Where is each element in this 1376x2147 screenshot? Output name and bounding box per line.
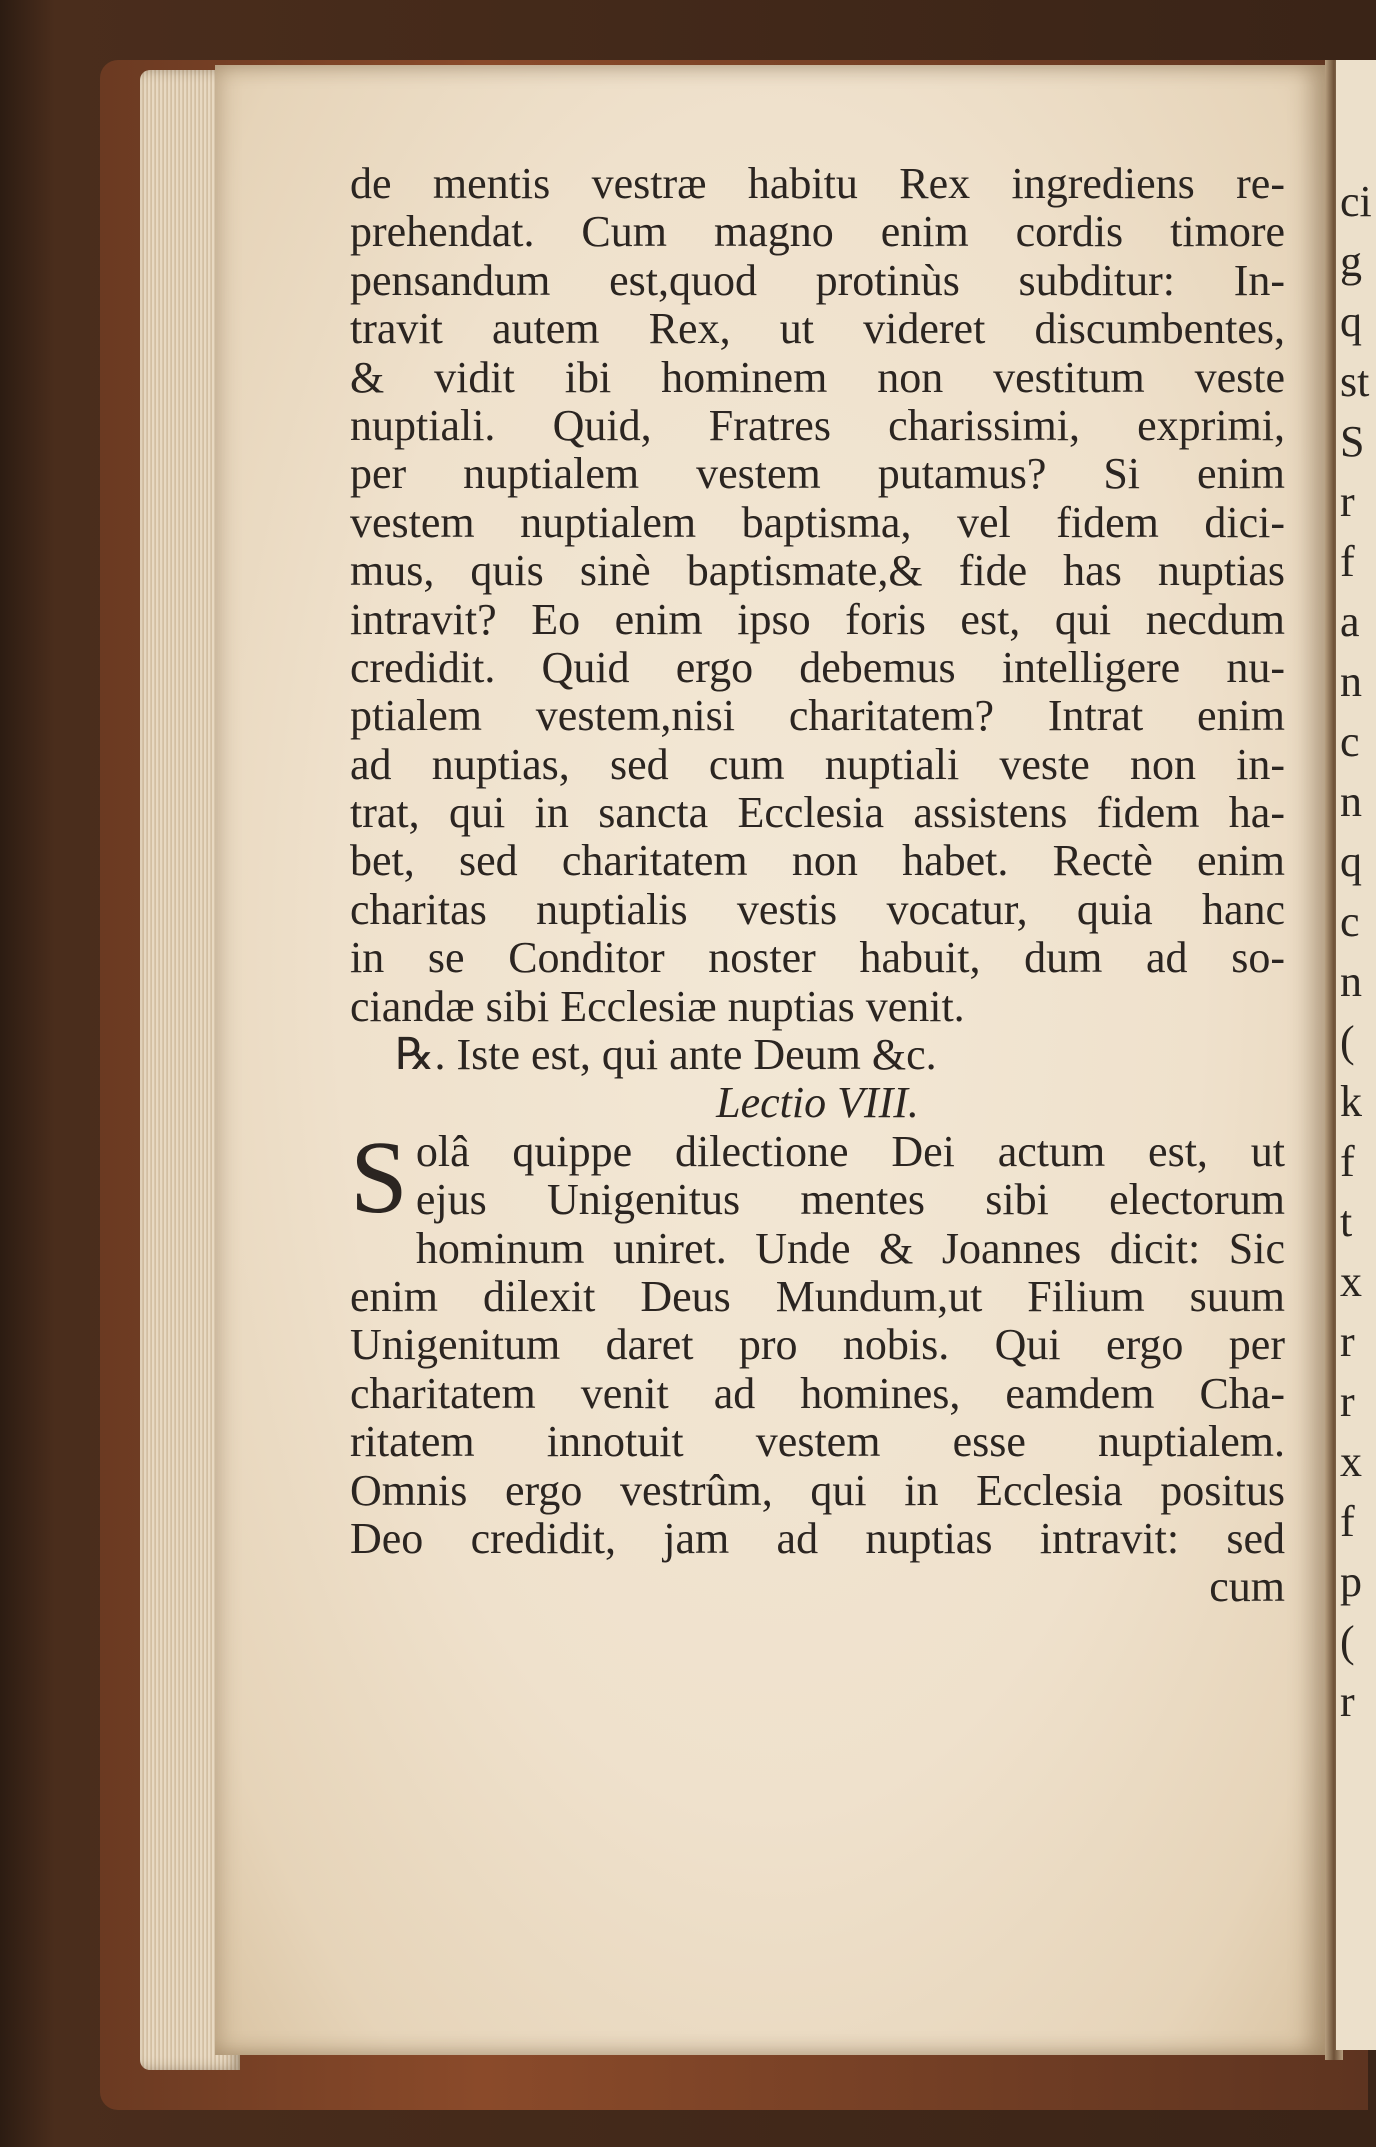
facing-page-letter: a: [1340, 597, 1360, 646]
text-line: per nuptialem vestem putamus? Si enim: [350, 449, 1285, 499]
text-line: nuptiali. Quid, Fratres charissimi, exprimi,: [350, 400, 1285, 450]
text-line: ad nuptias, sed cum nuptiali veste non in-: [350, 739, 1285, 789]
text-line: bet, sed charitatem non habet. Rectè enim: [350, 836, 1285, 886]
facing-page-letter: (: [1340, 1017, 1355, 1066]
facing-page-letter: S: [1340, 417, 1365, 466]
text-line: charitatem venit ad homines, eamdem Cha-: [350, 1368, 1285, 1418]
facing-page-letter: c: [1340, 717, 1360, 766]
facing-page-letter: ci: [1340, 177, 1372, 226]
page-text: [350, 160, 1285, 1612]
text-line: vestem nuptialem baptisma, vel fidem dici-: [350, 497, 1285, 547]
text-line: hominum uniret. Unde & Joannes dicit: Sic: [415, 1223, 1285, 1273]
facing-page-letter: x: [1340, 1257, 1362, 1306]
facing-page-letter: f: [1340, 537, 1355, 586]
text-line: ejus Unigenitus mentes sibi electorum: [415, 1175, 1285, 1225]
text-line: ritatem innotuit vestem esse nuptialem.: [350, 1417, 1285, 1467]
facing-page-letter: q: [1340, 837, 1362, 886]
facing-page-letter: (: [1340, 1617, 1355, 1666]
text-line: enim dilexit Deus Mundum,ut Filium suum: [350, 1271, 1285, 1321]
facing-page-letter: st: [1340, 357, 1370, 406]
facing-page-letter: x: [1340, 1437, 1362, 1486]
facing-page-letter: g: [1340, 237, 1362, 286]
text-line: charitas nuptialis vestis vocatur, quia hanc: [350, 884, 1285, 934]
facing-page-letter: r: [1340, 477, 1355, 526]
text-line: olâ quippe dilectione Dei actum est, ut: [415, 1126, 1285, 1176]
facing-page-letter: t: [1340, 1197, 1353, 1246]
text-line: Unigenitum daret pro nobis. Qui ergo per: [350, 1320, 1285, 1370]
text-line: credidit. Quid ergo debemus intelligere nu-: [350, 642, 1285, 692]
facing-page-letter: k: [1340, 1077, 1362, 1126]
lectio-heading: Lectio VIII.: [716, 1078, 919, 1128]
text-line: de mentis vestræ habitu Rex ingrediens re-: [350, 159, 1285, 208]
text-line: travit autem Rex, ut videret discumbentes,: [350, 304, 1285, 354]
text-line: Omnis ergo vestrûm, qui in Ecclesia positus: [350, 1465, 1285, 1515]
facing-page-letter: r: [1340, 1677, 1355, 1726]
text-line: Deo credidit, jam ad nuptias intravit: sed: [350, 1513, 1285, 1563]
facing-page-letter: r: [1340, 1377, 1355, 1426]
text-line: ciandæ sibi Ecclesiæ nuptias venit.: [350, 981, 965, 1031]
facing-page-letter: n: [1340, 777, 1362, 826]
text-line: trat, qui in sancta Ecclesia assistens fidem ha-: [350, 788, 1285, 838]
facing-page-edge: [1336, 60, 1376, 2050]
text-line: prehendat. Cum magno enim cordis timore: [350, 207, 1285, 257]
facing-page-letter: n: [1340, 657, 1362, 706]
text-line: intravit? Eo enim ipso foris est, qui necdum: [350, 594, 1285, 644]
drop-cap: S: [350, 1119, 408, 1235]
facing-page-letter: c: [1340, 897, 1360, 946]
text-line: pensandum est,quod protinùs subditur: In-: [350, 255, 1285, 305]
text-line: in se Conditor noster habuit, dum ad so-: [350, 933, 1285, 983]
facing-page-letter: r: [1340, 1317, 1355, 1366]
facing-page-letter: n: [1340, 957, 1362, 1006]
text-line: ptialem vestem,nisi charitatem? Intrat enim: [350, 691, 1285, 741]
facing-page-letter: q: [1340, 297, 1362, 346]
text-line: mus, quis sinè baptismate,& fide has nuptias: [350, 546, 1285, 596]
facing-page-letter: f: [1340, 1497, 1355, 1546]
text-line: & vidit ibi hominem non vestitum veste: [350, 352, 1285, 402]
facing-page-letter: p: [1340, 1557, 1362, 1606]
responsory: ℞. Iste est, qui ante Deum &c.: [395, 1030, 937, 1080]
catchword: cum: [1209, 1562, 1285, 1612]
facing-page-letter: f: [1340, 1137, 1355, 1186]
